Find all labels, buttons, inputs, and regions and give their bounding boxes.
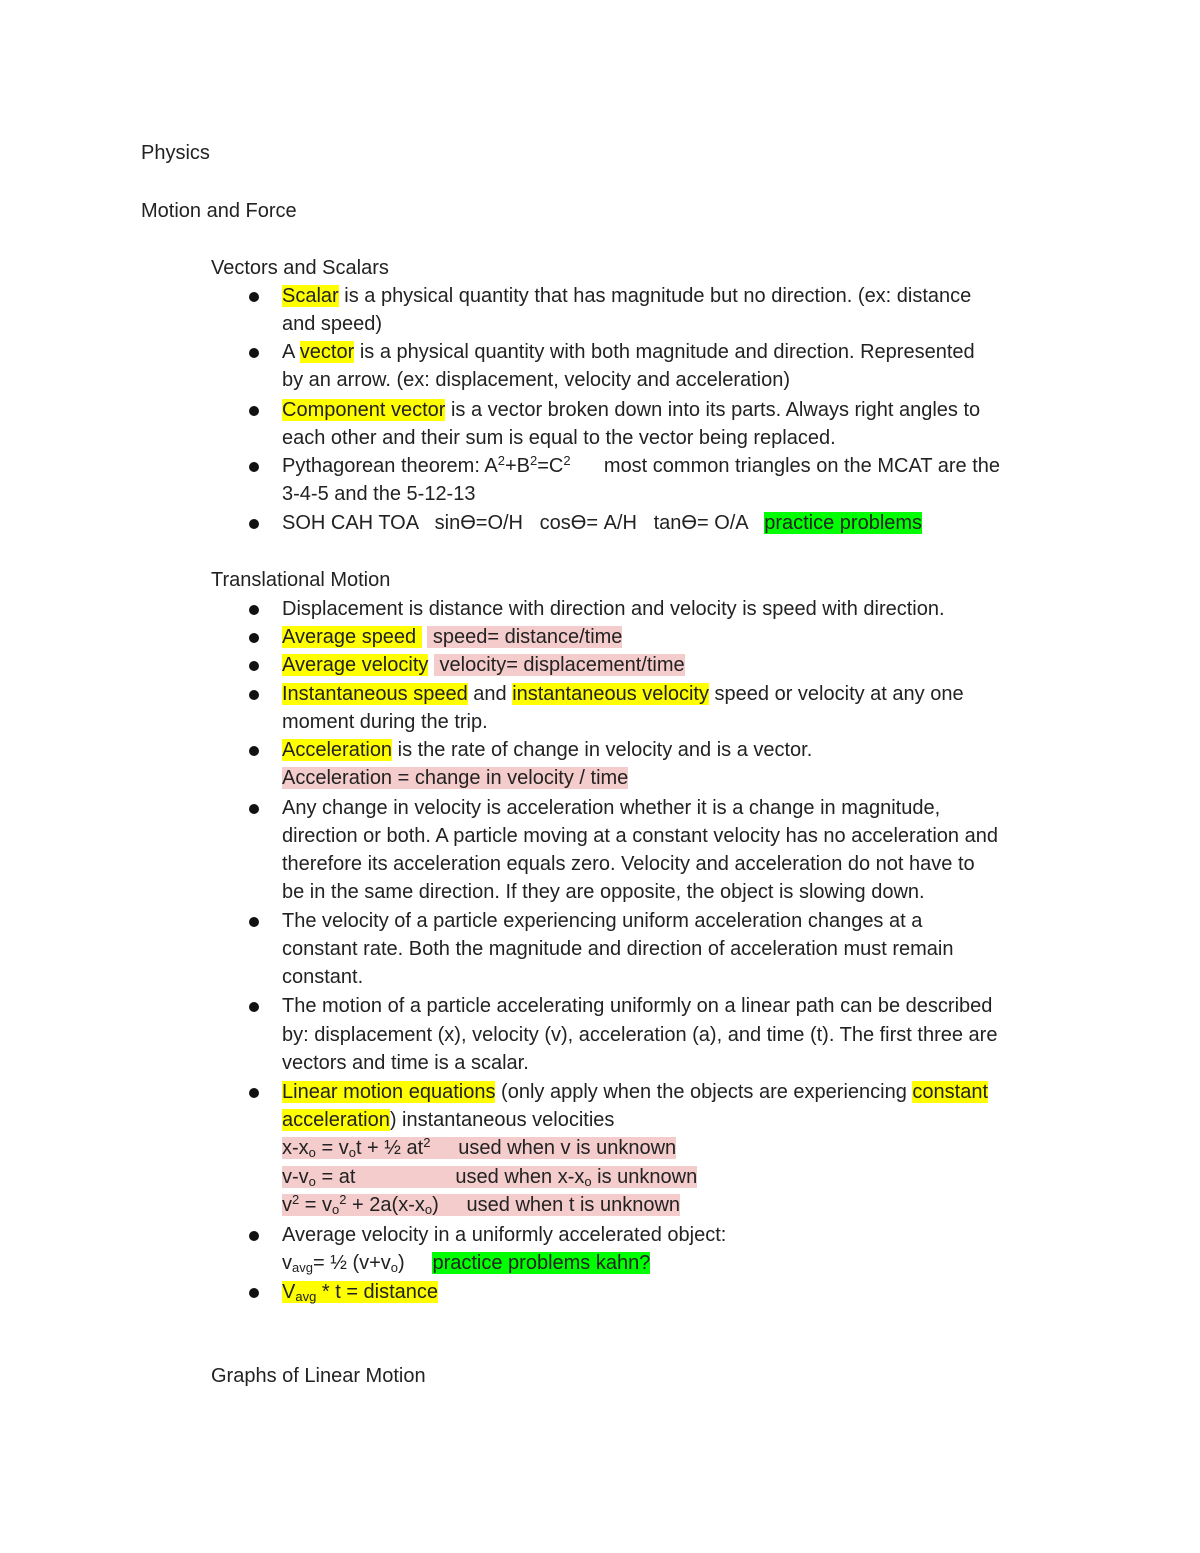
eq-part: v <box>282 1194 292 1216</box>
item-text: +B <box>504 455 530 477</box>
equation-line <box>282 1163 697 1191</box>
list-item <box>282 452 1000 480</box>
list-item-continuation: and speed) <box>282 313 383 335</box>
list-item <box>282 282 971 310</box>
bullet-icon <box>249 917 259 927</box>
list-item-continuation: therefore its acceleration equals zero. Velocity and acceleration do not have to <box>282 853 975 875</box>
highlight-term: Average speed <box>282 626 422 648</box>
bullet-icon <box>249 633 259 643</box>
list-item-continuation: 3-4-5 and the 5-12-13 <box>282 483 476 505</box>
item-text: and <box>467 683 513 705</box>
eq-part: = at used when x-x <box>315 1166 585 1188</box>
highlight-term: Scalar <box>282 285 339 307</box>
subscript: o <box>390 1260 399 1275</box>
green-highlight-note: practice problems kahn? <box>432 1252 651 1274</box>
eq-part: ) <box>398 1252 433 1274</box>
item-text: ) instantaneous velocities <box>389 1109 615 1131</box>
item-text: (only apply when the objects are experiencing <box>495 1081 913 1103</box>
item-text: A <box>282 341 300 363</box>
list-item <box>282 736 812 764</box>
bullet-icon <box>249 746 259 756</box>
bullet-icon <box>249 292 259 302</box>
subscript: avg <box>295 1289 317 1304</box>
eq-part: = ½ (v+v <box>312 1252 391 1274</box>
bullet-icon <box>249 462 259 472</box>
highlight-term: Linear motion equations <box>282 1081 496 1103</box>
highlight-term: constant <box>912 1081 989 1103</box>
list-item-continuation <box>282 1249 650 1277</box>
list-item: Any change in velocity is acceleration whether it is a change in magnitude, <box>282 797 941 819</box>
section-heading-translational: Translational Motion <box>211 569 391 591</box>
bullet-icon <box>249 1288 259 1298</box>
item-text: =C <box>537 455 564 477</box>
pink-highlight-formula: velocity= displacement/time <box>433 654 685 676</box>
bullet-icon <box>249 1002 259 1012</box>
subscript: o <box>424 1202 433 1217</box>
highlight-term: instantaneous velocity <box>512 683 709 705</box>
list-item-continuation: direction or both. A particle moving at a constant velocity has no acceleration and <box>282 825 998 847</box>
bullet-icon <box>249 804 259 814</box>
highlight-term: vector <box>299 341 355 363</box>
superscript: 2 <box>423 1135 431 1150</box>
pink-highlight-formula <box>282 1194 680 1216</box>
eq-part: v <box>282 1252 292 1274</box>
item-text: is a vector broken down into its parts. Always right angles to <box>445 399 981 421</box>
list-item <box>282 509 922 537</box>
list-item <box>282 1278 438 1306</box>
section-heading-graphs: Graphs of Linear Motion <box>211 1365 426 1387</box>
list-item-continuation: vectors and time is a scalar. <box>282 1052 529 1074</box>
superscript: 2 <box>497 453 505 468</box>
list-item-continuation: moment during the trip. <box>282 711 488 733</box>
eq-part: = v <box>315 1137 349 1159</box>
list-item-continuation: constant. <box>282 966 364 988</box>
superscript: 2 <box>563 453 571 468</box>
eq-part: x-x <box>282 1137 309 1159</box>
list-item <box>282 338 975 366</box>
list-item-continuation <box>282 1106 614 1134</box>
item-text: speed or velocity at any one <box>708 683 964 705</box>
eq-part: t + ½ at <box>355 1137 424 1159</box>
equation-line <box>282 1134 676 1162</box>
item-text: Pythagorean theorem: A <box>282 455 498 477</box>
list-item <box>282 1078 988 1106</box>
item-text: SOH CAH TOA sinϴ=O/H cosϴ= A/H tanϴ= O/A <box>282 512 765 534</box>
superscript: 2 <box>529 453 538 468</box>
bullet-icon <box>249 348 259 358</box>
list-item-continuation <box>282 764 628 792</box>
pink-highlight-formula <box>282 1166 697 1188</box>
list-item-continuation: be in the same direction. If they are opposite, the object is slowing down. <box>282 881 925 903</box>
eq-part: ) used when t is unknown <box>432 1194 681 1216</box>
subscript: o <box>584 1174 592 1189</box>
bullet-icon <box>249 1231 259 1241</box>
eq-part: is unknown <box>591 1166 698 1188</box>
section-heading-vectors: Vectors and Scalars <box>211 257 389 279</box>
bullet-icon <box>249 519 259 529</box>
equation-line <box>282 1191 680 1219</box>
item-text: is the rate of change in velocity and is a vector. <box>392 739 813 761</box>
bullet-icon <box>249 1088 259 1098</box>
item-text: is a physical quantity with both magnitude and direction. Represented <box>354 341 975 363</box>
green-highlight-note: practice problems <box>764 512 923 534</box>
bullet-icon <box>249 406 259 416</box>
list-item-continuation: constant rate. Both the magnitude and direction of acceleration must remain <box>282 938 954 960</box>
list-item <box>282 396 980 424</box>
superscript: 2 <box>339 1192 347 1207</box>
list-item: Displacement is distance with direction and velocity is speed with direction. <box>282 598 945 620</box>
highlight-term: Component vector <box>282 399 446 421</box>
subscript: o <box>308 1145 316 1160</box>
list-item-continuation: each other and their sum is equal to the vector being replaced. <box>282 427 836 449</box>
subscript: o <box>332 1202 340 1217</box>
eq-part: = v <box>299 1194 333 1216</box>
subscript: o <box>308 1174 316 1189</box>
list-item <box>282 680 964 708</box>
list-item-continuation: by: displacement (x), velocity (v), acceleration (a), and time (t). The first three are <box>282 1024 998 1046</box>
item-text: most common triangles on the MCAT are the <box>570 455 1000 477</box>
bullet-icon <box>249 661 259 671</box>
highlight-term: Acceleration <box>282 739 393 761</box>
list-item: The motion of a particle accelerating uniformly on a linear path can be described <box>282 995 993 1017</box>
superscript: 2 <box>292 1192 300 1207</box>
bullet-icon <box>249 690 259 700</box>
chapter-heading: Motion and Force <box>141 200 297 222</box>
list-item <box>282 623 622 651</box>
list-item-continuation: by an arrow. (ex: displacement, velocity and acceleration) <box>282 369 791 391</box>
bullet-icon <box>249 605 259 615</box>
pink-highlight-formula <box>282 1137 676 1159</box>
eq-part: + 2a(x-x <box>346 1194 425 1216</box>
list-item: The velocity of a particle experiencing uniform acceleration changes at a <box>282 910 923 932</box>
document-title: Physics <box>141 142 210 164</box>
list-item: Average velocity in a uniformly accelerated object: <box>282 1224 727 1246</box>
list-item <box>282 651 685 679</box>
pink-highlight-formula: Acceleration = change in velocity / time <box>282 767 629 789</box>
item-text: is a physical quantity that has magnitude but no direction. (ex: distance <box>338 285 972 307</box>
eq-part: v-v <box>282 1166 309 1188</box>
highlight-term: Average velocity <box>282 654 429 676</box>
highlight-term: Instantaneous speed <box>282 683 468 705</box>
eq-part: V <box>282 1281 296 1303</box>
subscript: avg <box>292 1260 313 1275</box>
eq-part: * t = distance <box>316 1281 439 1303</box>
subscript: o <box>348 1145 356 1160</box>
highlight-term: acceleration <box>282 1109 390 1131</box>
pink-highlight-formula: speed= distance/time <box>427 626 623 648</box>
highlight-term <box>282 1281 438 1303</box>
eq-part: used when v is unknown <box>430 1137 677 1159</box>
